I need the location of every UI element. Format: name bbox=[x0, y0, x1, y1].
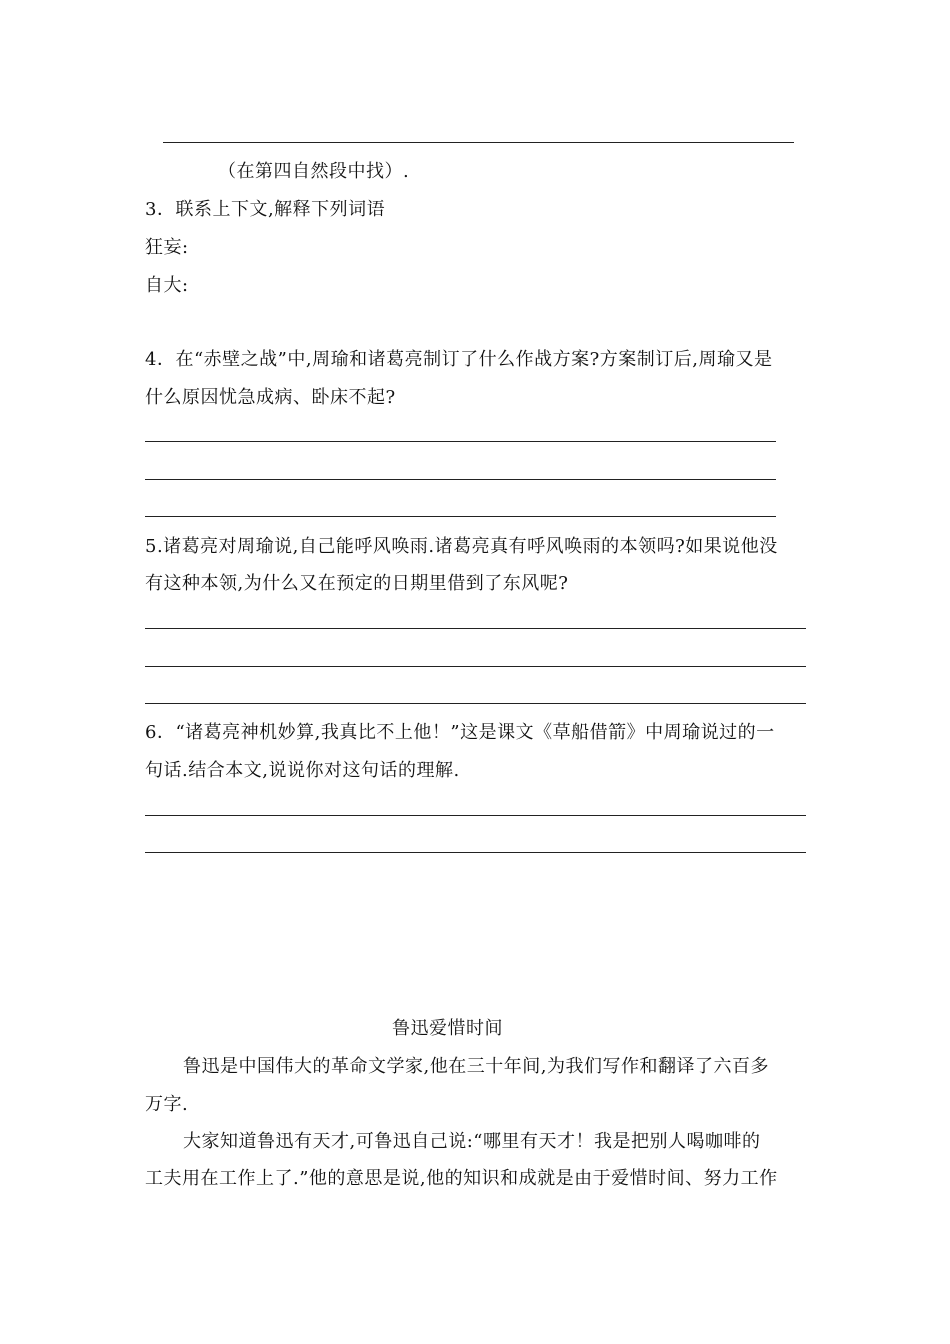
answer-line-q5-3[interactable] bbox=[145, 703, 806, 704]
q3-prompt: 3．联系上下文,解释下列词语 bbox=[145, 199, 386, 220]
passage-title: 鲁迅爱惜时间 bbox=[392, 1018, 503, 1039]
answer-line-q6-2[interactable] bbox=[145, 852, 806, 853]
q2-hint: （在第四自然段中找）. bbox=[218, 161, 410, 182]
passage-p2-line2: 工夫用在工作上了.”他的意思是说,他的知识和成就是由于爱惜时间、努力工作 bbox=[145, 1168, 778, 1189]
q4-question-line1: 4．在“赤壁之战”中,周瑜和诸葛亮制订了什么作战方案?方案制订后,周瑜又是 bbox=[145, 349, 773, 370]
answer-line-q5-2[interactable] bbox=[145, 666, 806, 667]
answer-line-q4-3[interactable] bbox=[145, 516, 776, 517]
answer-line-q6-1[interactable] bbox=[145, 815, 806, 816]
passage-p1-line1: 鲁迅是中国伟大的革命文学家,他在三十年间,为我们写作和翻译了六百多 bbox=[183, 1056, 769, 1077]
answer-line-q4-2[interactable] bbox=[145, 479, 776, 480]
q3-term-kuangwang: 狂妄: bbox=[145, 237, 189, 258]
answer-line-q5-1[interactable] bbox=[145, 628, 806, 629]
answer-line-q4-1[interactable] bbox=[145, 441, 776, 442]
q5-question-line2: 有这种本领,为什么又在预定的日期里借到了东风呢? bbox=[145, 573, 569, 594]
q6-question-line1: 6．“诸葛亮神机妙算,我真比不上他！”这是课文《草船借箭》中周瑜说过的一 bbox=[145, 722, 775, 743]
q3-term-zida: 自大: bbox=[145, 275, 189, 296]
answer-line-q2[interactable] bbox=[163, 142, 794, 143]
passage-p2-line1: 大家知道鲁迅有天才,可鲁迅自己说:“哪里有天才！我是把别人喝咖啡的 bbox=[183, 1131, 761, 1152]
passage-p1-line2: 万字. bbox=[145, 1094, 189, 1115]
q4-question-line2: 什么原因忧急成病、卧床不起? bbox=[145, 387, 396, 408]
q6-question-line2: 句话.结合本文,说说你对这句话的理解. bbox=[145, 760, 460, 781]
q5-question-line1: 5.诸葛亮对周瑜说,自己能呼风唤雨.诸葛亮真有呼风唤雨的本领吗?如果说他没 bbox=[145, 536, 778, 557]
